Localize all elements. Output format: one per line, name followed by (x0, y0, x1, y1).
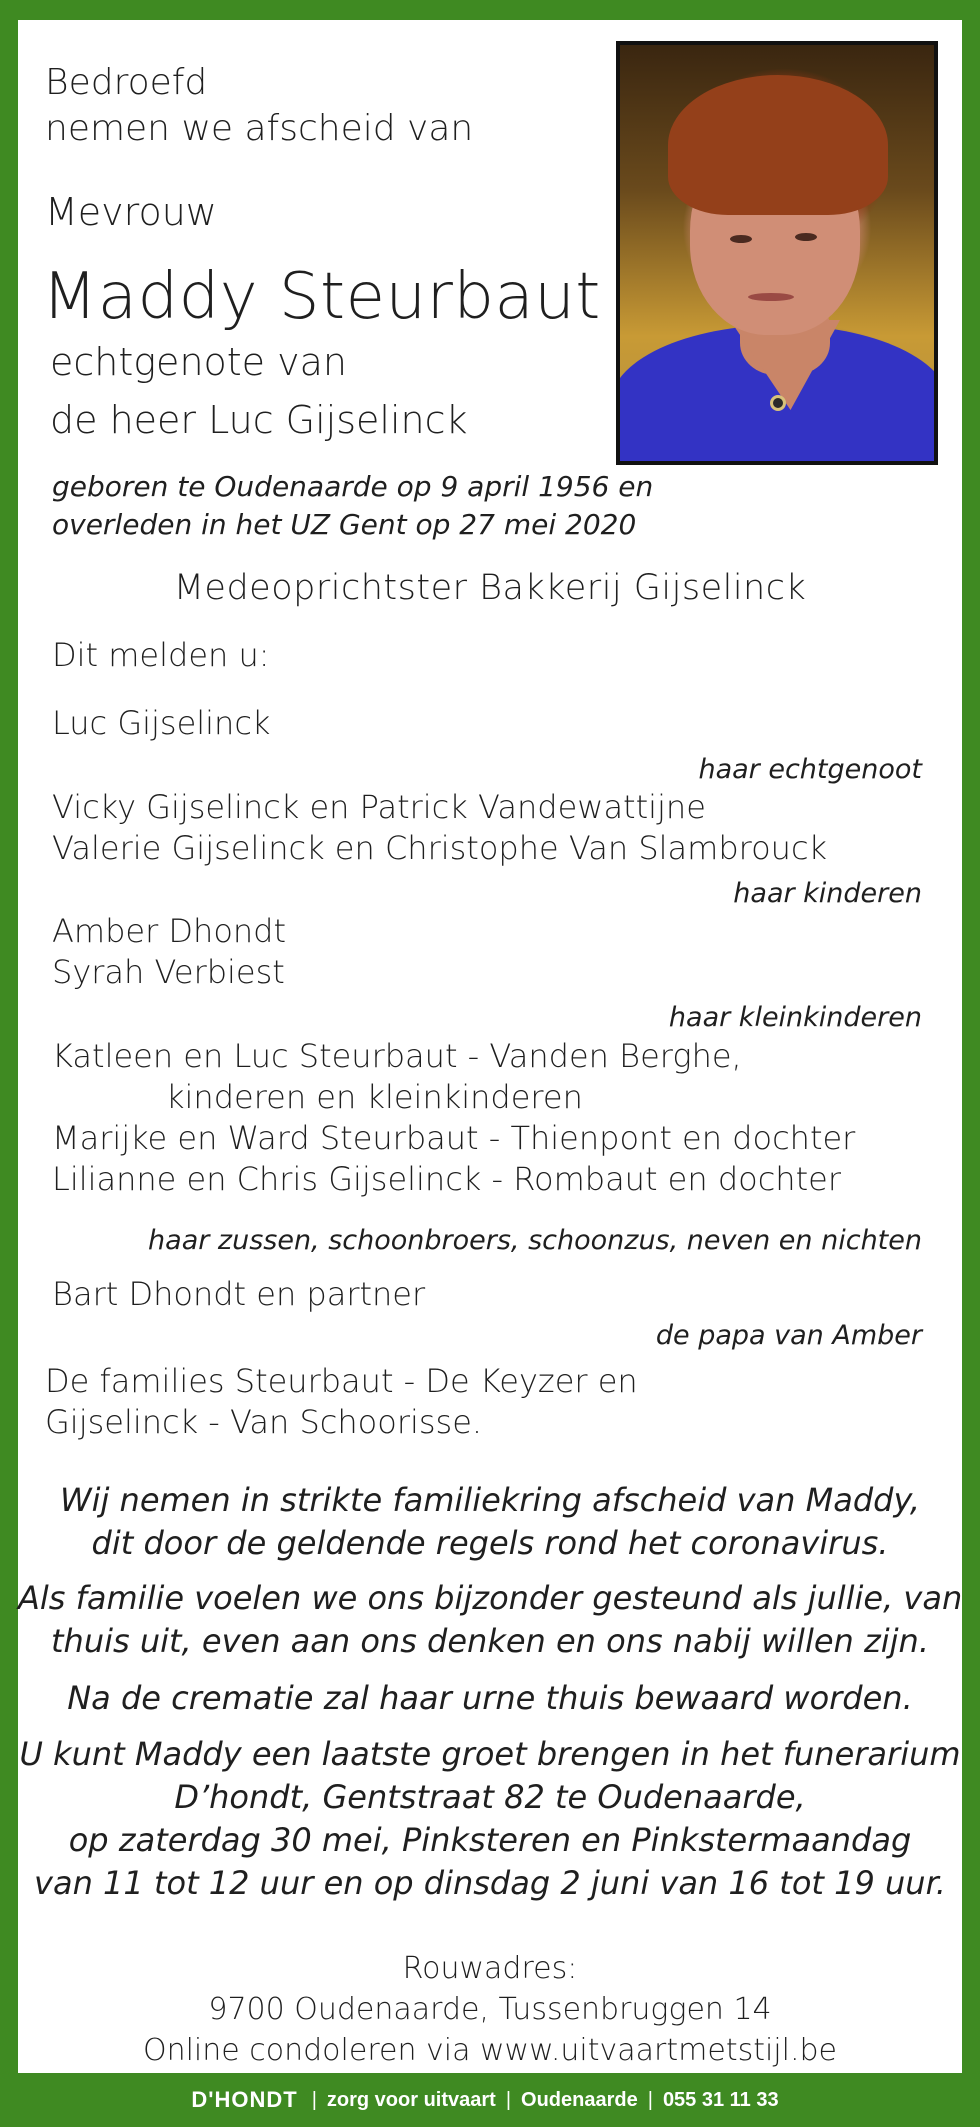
family-relation: haar echtgenoot (698, 754, 922, 785)
family-name: Valerie Gijselinck en Christophe Van Slambrouck (52, 829, 828, 867)
intro-line-2: nemen we afscheid van (45, 108, 474, 149)
family-name: Luc Gijselinck (52, 704, 271, 742)
family-relation: haar kleinkinderen (668, 1002, 922, 1033)
message-line: D’hondt, Gentstraat 82 te Oudenaarde, (174, 1778, 806, 1816)
death-line: overleden in het UZ Gent op 27 mei 2020 (52, 508, 637, 541)
address-line: 9700 Oudenaarde, Tussenbruggen 14 (208, 1992, 772, 2027)
family-relation: de papa van Amber (655, 1320, 922, 1351)
message-line: Na de crematie zal haar urne thuis bewaard worden. (67, 1679, 913, 1717)
message-line: Als familie voelen we ons bijzonder gesteund als jullie, van (18, 1579, 963, 1617)
address-label: Rouwadres: (402, 1951, 578, 1986)
deceased-name: Maddy Steurbaut (42, 260, 601, 334)
message-line: thuis uit, even aan ons denken en ons nabij willen zijn. (50, 1622, 929, 1660)
separator: | (505, 2088, 512, 2111)
family-name: Marijke en Ward Steurbaut - Thienpont en dochter (52, 1119, 856, 1157)
birth-line: geboren te Oudenaarde op 9 april 1956 en (52, 470, 654, 503)
family-name: kinderen en kleinkinderen (166, 1078, 583, 1116)
intro-line-1: Bedroefd (45, 62, 208, 103)
footer-bar (0, 2073, 980, 2127)
salutation: Mevrouw (45, 190, 217, 234)
message-line: dit door de geldende regels rond het coronavirus. (91, 1524, 889, 1562)
message-line: U kunt Maddy een laatste groet brengen in het funerarium (19, 1735, 961, 1773)
announce-label: Dit melden u: (52, 636, 270, 674)
family-name: Amber Dhondt (52, 912, 287, 950)
footer-city: Oudenaarde (521, 2088, 638, 2111)
message-line: Wij nemen in strikte familiekring afscheid van Maddy, (59, 1481, 921, 1519)
separator: | (311, 2088, 317, 2111)
spouse-line-1: echtgenote van (50, 340, 347, 384)
portrait-photo (616, 41, 938, 465)
spouse-line-2: de heer Luc Gijselinck (50, 398, 468, 442)
family-name: Vicky Gijselinck en Patrick Vandewattijne (52, 788, 706, 826)
footer-tagline: zorg voor uitvaart (326, 2088, 496, 2111)
family-name: Bart Dhondt en partner (52, 1275, 426, 1313)
brand-logo: D'HONDT (191, 2087, 298, 2112)
family-relation: haar kinderen (733, 878, 922, 909)
message-line: van 11 tot 12 uur en op dinsdag 2 juni van 16 tot 19 uur. (34, 1864, 946, 1902)
message-line: op zaterdag 30 mei, Pinksteren en Pinkstermaandag (68, 1821, 912, 1859)
footer-phone[interactable]: 055 31 11 33 (662, 2088, 779, 2111)
family-relation: haar zussen, schoonbroers, schoonzus, neven en nichten (148, 1225, 922, 1256)
family-name: De families Steurbaut - De Keyzer en (45, 1362, 638, 1400)
online-condolence-link[interactable]: Online condoleren via www.uitvaartmetstijl.be (142, 2033, 838, 2068)
separator: | (647, 2088, 653, 2111)
family-name: Syrah Verbiest (52, 953, 285, 991)
obituary-card (18, 20, 962, 2073)
family-name: Katleen en Luc Steurbaut - Vanden Berghe, (52, 1037, 742, 1075)
family-name: Gijselinck - Van Schoorisse. (45, 1403, 483, 1441)
role-line: Medeoprichtster Bakkerij Gijselinck (173, 568, 807, 608)
family-name: Lilianne en Chris Gijselinck - Rombaut en dochter (52, 1160, 841, 1198)
